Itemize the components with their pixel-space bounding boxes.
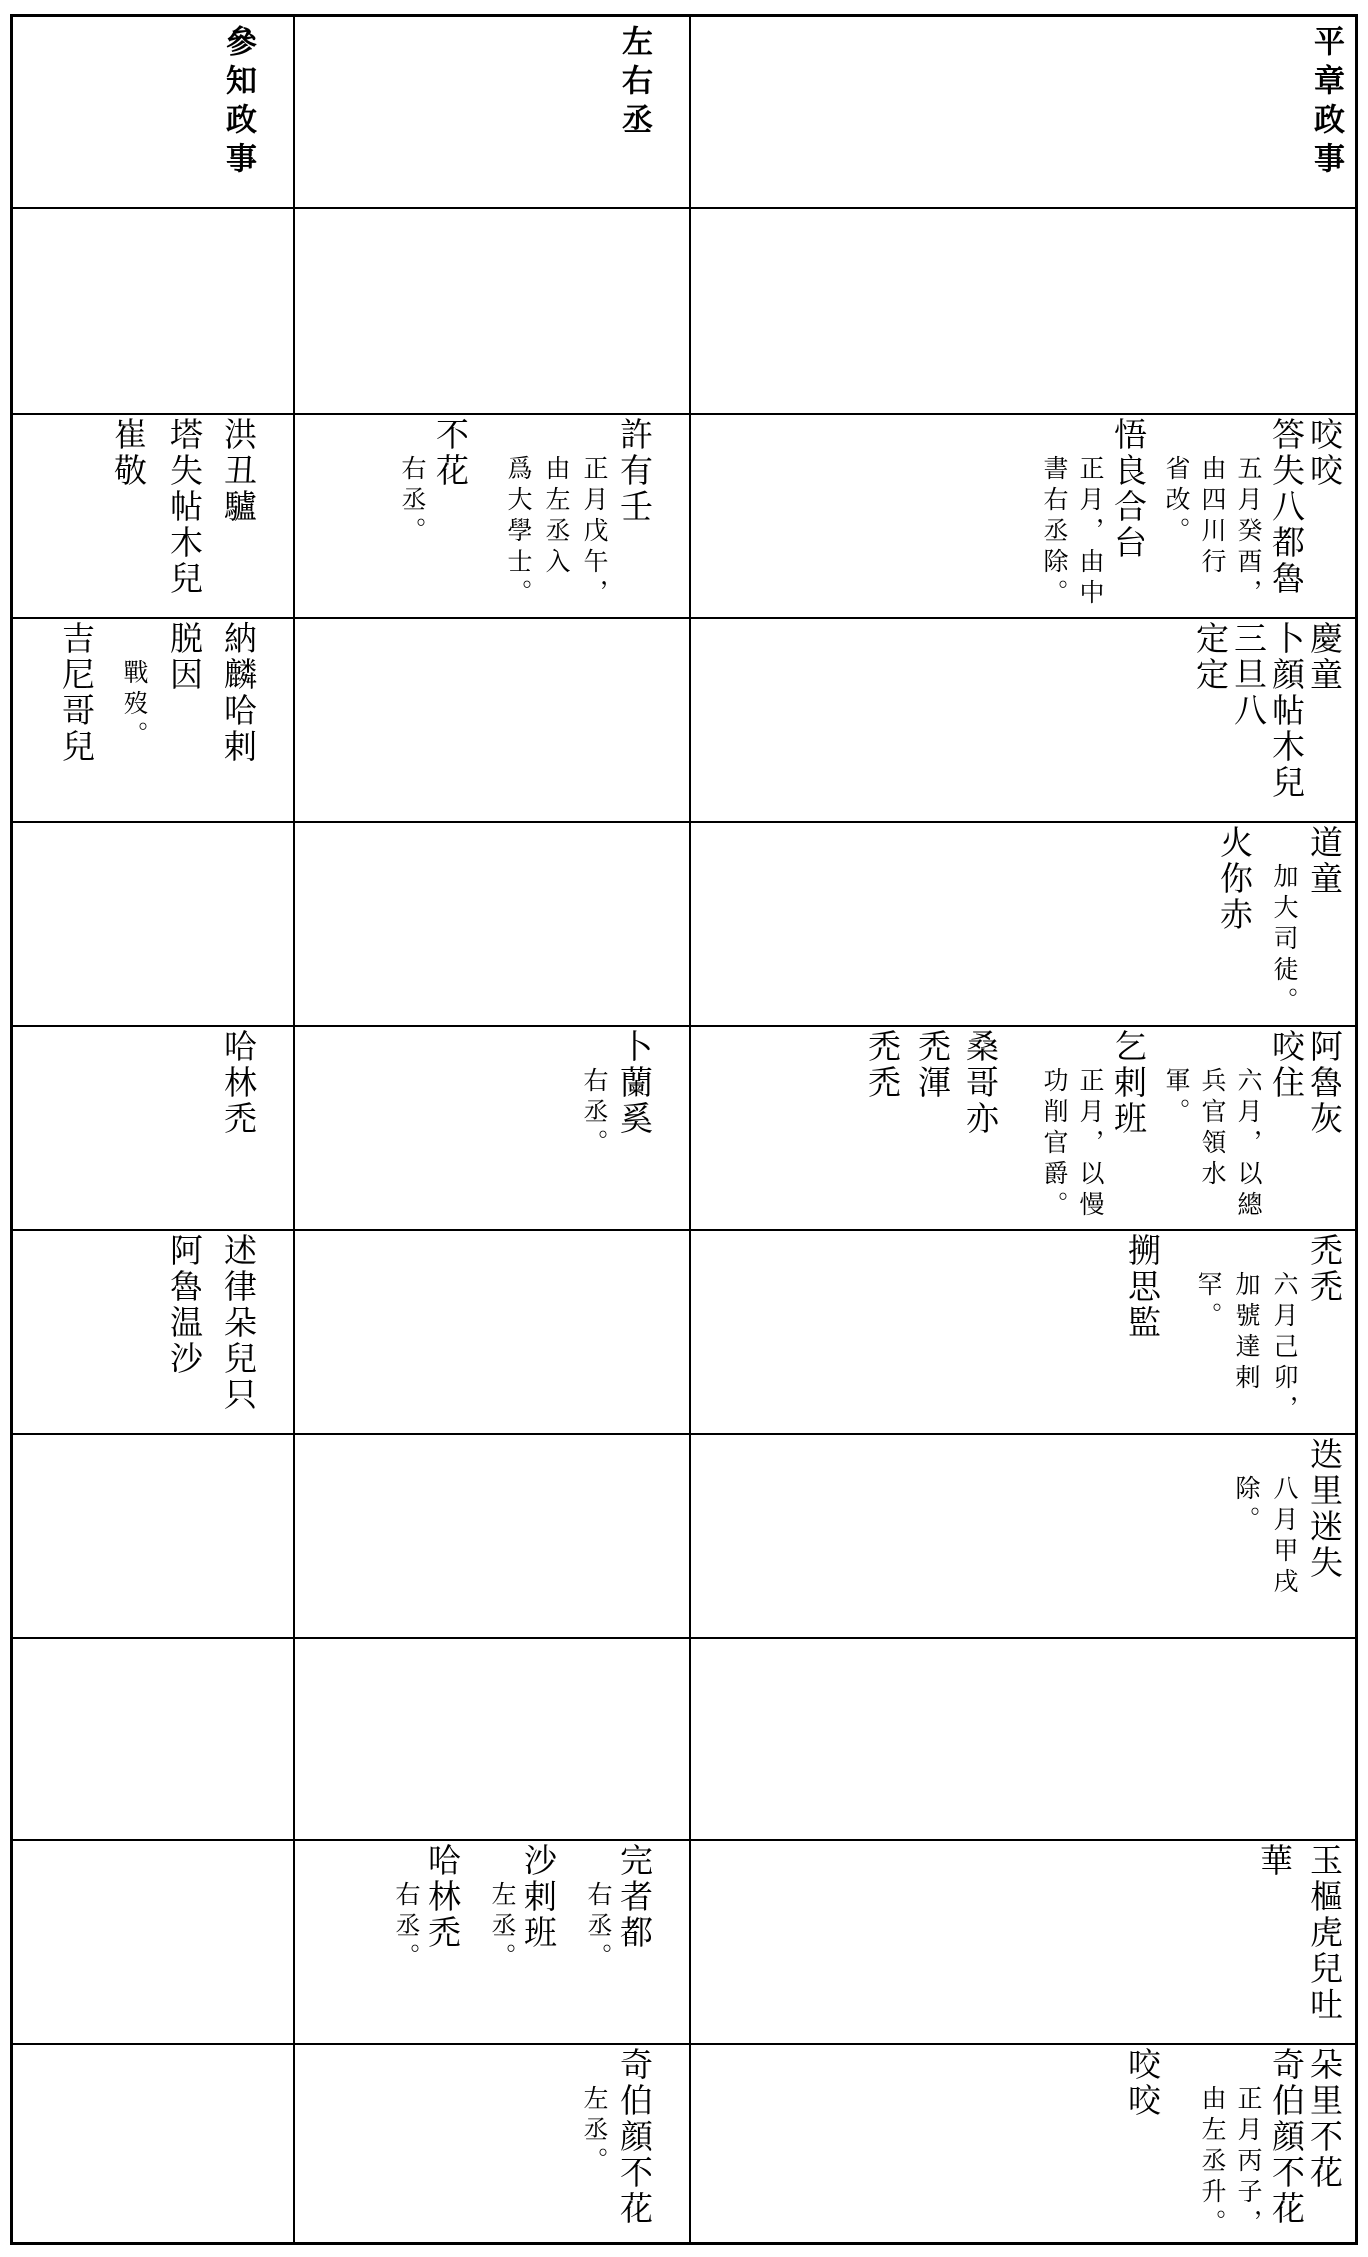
entry-note: 右丞。 [392,1881,421,1974]
entry-name: 禿禿 [863,1029,902,1101]
entry-name: 禿禿 [1305,1233,1344,1305]
row5-canzhi [13,1229,293,1433]
entry-note: 右丞。 [584,1881,613,1974]
row1-pingzhang [691,413,1355,617]
entry-note: 六月，以總 [1234,1067,1263,1222]
row8-zuoyou [295,1839,689,2043]
header-pingzhang: 平章政事 [1308,25,1344,181]
entry-name: 定定 [1191,621,1230,693]
row9-zuoyou [295,2043,689,2242]
entry-note: 正月，以慢 [1076,1067,1105,1222]
entry-name: 朵里不花 [1305,2047,1344,2191]
entry-name: 咬咬 [1123,2047,1162,2119]
entry-note: 左丞。 [580,2085,609,2178]
entry-name: 答失八都魯 [1267,417,1306,597]
row8-pingzhang [691,1839,1355,2043]
entry-note: 加號達剌 [1232,1271,1261,1395]
row1-zuoyou [295,413,689,617]
row-divider [13,1637,1355,1639]
entry-name: 哈林禿 [219,1029,258,1137]
header-cell-canzhi [13,17,293,207]
row4-canzhi [13,1025,293,1229]
row2-pingzhang [691,617,1355,821]
entry-note: 書右丞除。 [1040,455,1069,610]
entry-name: 咬咬 [1305,417,1344,489]
entry-note: 省改。 [1162,455,1191,548]
entry-name: 塔失帖木兒 [165,417,204,597]
entry-note: 六月己卯， [1270,1271,1299,1426]
header-canzhi: 參知政事 [220,25,256,181]
entry-note: 八月甲戌 [1270,1475,1299,1599]
entry-name: 納麟哈剌 [219,621,258,765]
row5-pingzhang [691,1229,1355,1433]
row-divider [13,207,1355,209]
entry-name: 道童 [1305,825,1344,897]
row4-pingzhang [691,1025,1355,1229]
entry-note: 右丞。 [398,455,427,548]
entry-note: 除。 [1232,1475,1261,1537]
entry-name: 華 [1255,1843,1294,1879]
entry-name: 阿魯灰 [1305,1029,1344,1137]
entry-name: 沙剌班 [519,1843,558,1951]
entry-name: 不花 [431,417,470,489]
entry-name: 崔敬 [109,417,148,489]
header-cell-pingzhang [691,17,1355,207]
row1-canzhi [13,413,293,617]
entry-name: 三旦八 [1229,621,1268,729]
entry-name: 完者都 [615,1843,654,1951]
entry-note: 正月戊午， [580,455,609,610]
entry-note: 右丞。 [580,1067,609,1160]
entry-name: 哈林禿 [423,1843,462,1951]
entry-name: 阿魯温沙 [165,1233,204,1377]
entry-note: 罕。 [1194,1271,1223,1333]
header-zuoyou: 左右丞 [616,25,652,142]
entry-note: 左丞。 [488,1881,517,1974]
entry-name: 奇伯顔不花 [615,2047,654,2227]
entry-name: 述律朵兒只 [219,1233,258,1413]
entry-name: 咬住 [1267,1029,1306,1101]
entry-name: 乞剌班 [1109,1029,1148,1137]
entry-name: 禿渾 [913,1029,952,1101]
entry-name: 脱因 [165,621,204,693]
entry-note: 兵官領水 [1198,1067,1227,1191]
header-cell-zuoyou [295,17,689,207]
row2-canzhi [13,617,293,821]
entry-note: 功削官爵。 [1040,1067,1069,1222]
entry-name: 洪丑驢 [219,417,258,525]
entry-note: 五月癸酉， [1234,455,1263,610]
chronological-table [10,14,1358,2245]
entry-name: 搠思監 [1123,1233,1162,1341]
row9-pingzhang [691,2043,1355,2242]
entry-name: 慶童 [1305,621,1344,693]
entry-name: 許有壬 [615,417,654,525]
entry-name: 吉尼哥兒 [57,621,96,765]
entry-note: 由左丞升。 [1198,2085,1227,2240]
entry-note: 爲大學士。 [504,455,533,610]
entry-name: 桑哥亦 [961,1029,1000,1137]
entry-note: 加大司徒。 [1270,863,1299,1018]
entry-name: 卜蘭奚 [615,1029,654,1137]
entry-note: 軍。 [1162,1067,1191,1129]
row4-zuoyou [295,1025,689,1229]
row6-pingzhang [691,1433,1355,1637]
entry-name: 悟良合台 [1109,417,1148,561]
row3-pingzhang [691,821,1355,1025]
entry-name: 迭里迷失 [1305,1437,1344,1581]
entry-name: 火你赤 [1215,825,1254,933]
entry-note: 由左丞入 [542,455,571,579]
entry-note: 正月丙子， [1234,2085,1263,2240]
entry-note: 戰歿。 [120,659,149,752]
entry-name: 玉樞虎兒吐 [1305,1843,1344,2023]
entry-name: 卜顔帖木兒 [1267,621,1306,801]
entry-note: 由四川行 [1198,455,1227,579]
entry-name: 奇伯顔不花 [1267,2047,1306,2227]
entry-note: 正月，由中 [1076,455,1105,610]
